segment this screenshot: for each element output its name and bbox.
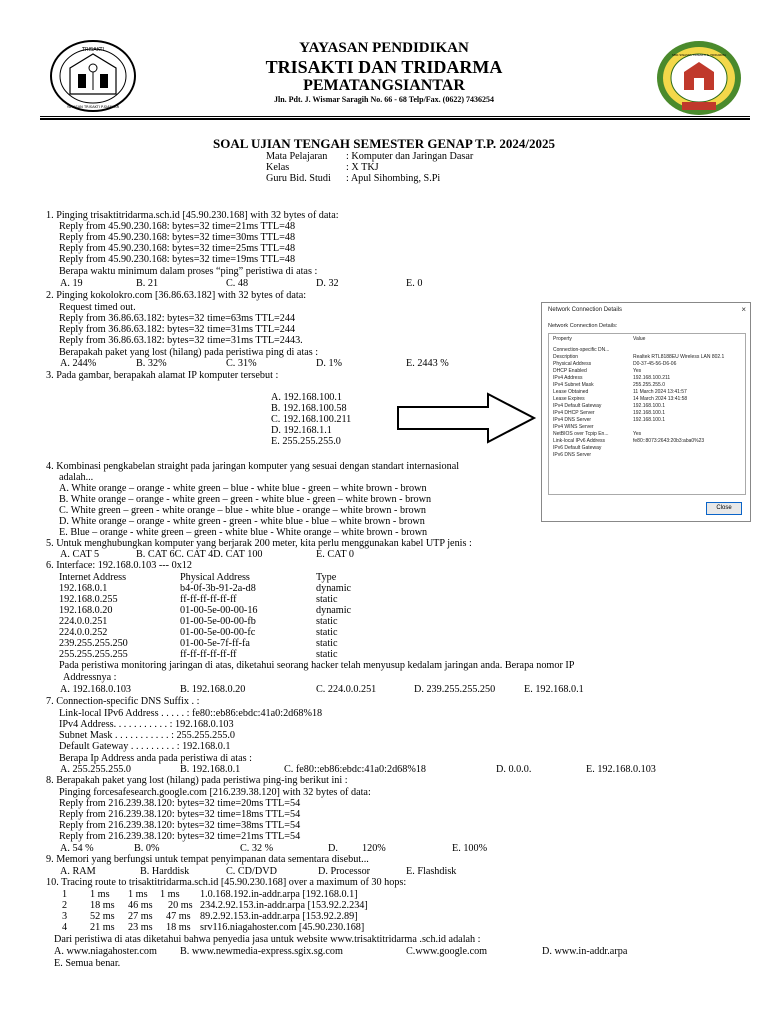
right-logo-text: SMK SWASTA TRISAKTI & TRIDARMA — [671, 53, 727, 57]
arp-mac: ff-ff-ff-ff-ff-ff — [180, 649, 237, 660]
row-property: IPv4 WINS Server — [553, 424, 594, 430]
q3-option-b: B. 192.168.100.58 — [271, 403, 347, 414]
arp-mac: 01-00-5e-00-00-16 — [180, 605, 258, 616]
table-row — [549, 431, 745, 438]
row-value: 192.168.100.1 — [633, 417, 665, 423]
q3-option-c: C. 192.168.100.211 — [271, 414, 352, 425]
row-property: Physical Address — [553, 361, 592, 367]
q7-option-b: B. 192.168.0.1 — [180, 764, 241, 775]
hop-host: 1.0.168.192.in-addr.arpa [192.168.0.1] — [200, 889, 358, 900]
arp-type: static — [316, 616, 338, 627]
q6-option-b: B. 192.168.0.20 — [180, 684, 246, 695]
arp-type: static — [316, 627, 338, 638]
table-row — [549, 410, 745, 417]
q6-option-e: E. 192.168.0.1 — [524, 684, 584, 695]
header-address: Jln. Pdt. J. Wismar Saragih No. 66 - 68 Telp/Fax. (0622) 7436254 — [273, 95, 495, 104]
q2-line: Request timed out. — [59, 302, 136, 313]
table-row — [549, 417, 745, 424]
row-value: Yes — [633, 431, 642, 437]
row-property: IPv4 Address — [553, 375, 583, 381]
hop-time: 1 ms — [160, 889, 180, 900]
meta-value: : X TKJ — [346, 162, 379, 173]
table-header — [549, 336, 745, 343]
row-property: IPv4 DNS Server — [553, 417, 592, 423]
arp-type: dynamic — [316, 583, 352, 594]
meta-value: : Apul Sihombing, S.Pi — [346, 173, 441, 184]
q2-option-a: A. 244% — [60, 358, 97, 369]
q10-option-d: D. www.in-addr.arpa — [542, 946, 628, 957]
hop-time: 47 ms — [166, 911, 191, 922]
hop-number: 1 — [62, 889, 68, 900]
column-property: Property — [553, 336, 572, 342]
q9-option-c: C. CD/DVD — [226, 866, 277, 877]
hop-time: 23 ms — [128, 922, 153, 933]
q6-header-type: Type — [316, 572, 337, 583]
row-value: Yes — [633, 368, 642, 374]
hop-time: 20 ms — [168, 900, 193, 911]
header-line3: PEMATANGSIANTAR — [303, 77, 465, 94]
q8-stem: 8. Berapakah paket yang lost (hilang) pada peristiwa ping-ing berikut ini : — [46, 775, 348, 786]
row-value: 192.168.100.211 — [633, 375, 671, 381]
arp-type: static — [316, 594, 338, 605]
q7-line: IPv4 Address. . . . . . . . . . . : 192.168.0.103 — [59, 719, 234, 730]
dialog-title: Network Connection Details — [548, 307, 623, 313]
hop-number: 4 — [62, 922, 68, 933]
hop-host: srv116.niagahoster.com [45.90.230.168] — [200, 922, 365, 933]
q5-option-bcd: B. CAT 6C. CAT 4D. CAT 100 — [136, 549, 263, 560]
q8-option-e: E. 100% — [452, 843, 488, 854]
q8-line: Reply from 216.239.38.120: bytes=32 time=21ms TTL=54 — [59, 831, 301, 842]
school-logo — [654, 38, 744, 118]
q10-stem: 10. Tracing route to trisaktitridarma.sch.id [45.90.230.168] over a maximum of 30 hops: — [46, 877, 407, 888]
row-value: 11 March 2024 13:41:57 — [633, 389, 687, 395]
arp-ip: 192.168.0.255 — [59, 594, 118, 605]
arp-type: static — [316, 649, 338, 660]
q8-option-a: A. 54 % — [60, 843, 94, 854]
arp-mac: 01-00-5e-00-00-fb — [180, 616, 256, 627]
arp-ip: 224.0.0.251 — [59, 616, 108, 627]
row-property: IPv4 DHCP Server — [553, 410, 595, 416]
q1-option-a: A. 19 — [60, 278, 83, 289]
row-property: DHCP Enabled — [553, 368, 587, 374]
q2-line: Reply from 36.86.63.182: bytes=32 time=63ms TTL=244 — [59, 313, 296, 324]
hop-number: 2 — [62, 900, 68, 911]
row-property: Link-local IPv6 Address — [553, 438, 605, 444]
table-row — [549, 361, 745, 368]
table-row — [549, 368, 745, 375]
q6-option-c: C. 224.0.0.251 — [316, 684, 377, 695]
q6-header-physical: Physical Address — [180, 572, 250, 583]
table-row — [549, 347, 745, 354]
q4-option-d: D. White orange – orange - white green - green - white blue - blue – white brown - brown — [59, 516, 425, 527]
q10-question: Dari peristiwa di atas diketahui bahwa penyedia jasa untuk website www.trisaktitridarma .sch.id adalah : — [54, 934, 481, 945]
q3-option-e: E. 255.255.255.0 — [271, 436, 341, 447]
table-row — [549, 403, 745, 410]
header-divider — [40, 116, 750, 117]
row-value: fe80::8073:2643:20b3:aba0%23 — [633, 438, 705, 444]
q1-option-c: C. 48 — [226, 278, 249, 289]
q1-question: Berapa waktu minimum dalam proses “ping” peristiwa di atas : — [59, 266, 318, 277]
network-connection-details-dialog — [541, 302, 751, 522]
q7-line: Default Gateway . . . . . . . . . : 192.168.0.1 — [59, 741, 231, 752]
row-value: 255.255.255.0 — [633, 382, 665, 388]
q7-option-e: E. 192.168.0.103 — [586, 764, 656, 775]
table-row — [549, 438, 745, 445]
left-logo-top-text: TRISAKTI — [81, 47, 105, 53]
q10-option-b: B. www.newmedia-express.sgix.sg.com — [180, 946, 343, 957]
arp-type: static — [316, 638, 338, 649]
q7-option-d: D. 0.0.0. — [496, 764, 532, 775]
exam-title: SOAL UJIAN TENGAH SEMESTER GENAP T.P. 2024/2025 — [213, 136, 555, 151]
q6-stem: 6. Interface: 192.168.0.103 --- 0x12 — [46, 560, 192, 571]
header-line1: YAYASAN PENDIDIKAN — [299, 40, 469, 56]
row-value: Realtek RTL8188EU Wireless LAN 802.1 — [633, 354, 725, 360]
hop-time: 1 ms — [90, 889, 110, 900]
row-property: IPv4 Subnet Mask — [553, 382, 594, 388]
arp-mac: b4-0f-3b-91-2a-d8 — [180, 583, 256, 594]
q1-option-e: E. 0 — [406, 278, 423, 289]
q1-line: Reply from 45.90.230.168: bytes=32 time=21ms TTL=48 — [59, 221, 296, 232]
q4-option-c: C. White green – green - white orange – blue - white blue - orange – white brown - brown — [59, 505, 427, 516]
q5-option-e: E. CAT 0 — [316, 549, 355, 560]
q8-option-c: C. 32 % — [240, 843, 274, 854]
table-row — [549, 354, 745, 361]
hop-time: 1 ms — [128, 889, 148, 900]
meta-label: Guru Bid. Studi — [266, 173, 331, 184]
q8-option-d-value: 120% — [362, 843, 386, 854]
left-logo-bottom-text: YAYASAN TRISAKTI P.SIANTAR — [66, 105, 120, 109]
row-value: 192.168.100.1 — [633, 410, 665, 416]
dialog-label: Network Connection Details: — [548, 323, 618, 329]
table-row — [549, 382, 745, 389]
row-value: 192.168.100.1 — [633, 403, 665, 409]
q7-question: Berapa Ip Address anda pada peristiwa di atas : — [59, 753, 252, 764]
q5-option-a: A. CAT 5 — [60, 549, 100, 560]
hop-host: 89.2.92.153.in-addr.arpa [153.92.2.89] — [200, 911, 358, 922]
q8-option-d: D. — [328, 843, 338, 854]
q8-line: Pinging forcesafesearch.google.com [216.239.38.120] with 32 bytes of data: — [59, 787, 371, 798]
header-divider-thick — [40, 118, 750, 120]
hop-time: 18 ms — [90, 900, 115, 911]
header-line2: TRISAKTI DAN TRIDARMA — [265, 57, 503, 77]
table-row — [549, 445, 745, 452]
table-row — [549, 424, 745, 431]
row-property: Description — [553, 354, 579, 360]
q4-stem2: adalah... — [59, 472, 94, 483]
q2-line: Reply from 36.86.63.182: bytes=32 time=31ms TTL=2443. — [59, 335, 303, 346]
dialog-details-table — [548, 333, 746, 495]
q3-option-a: A. 192.168.100.1 — [271, 392, 343, 403]
q2-stem: 2. Pinging kokolokro.com [36.86.63.182] with 32 bytes of data: — [46, 290, 307, 301]
q2-line: Reply from 36.86.63.182: bytes=32 time=31ms TTL=244 — [59, 324, 296, 335]
table-row — [549, 389, 745, 396]
q1-line: Reply from 45.90.230.168: bytes=32 time=19ms TTL=48 — [59, 254, 296, 265]
q7-option-a: A. 255.255.255.0 — [60, 764, 132, 775]
row-property: Connection-specific DN... — [553, 347, 610, 353]
q9-option-a: A. RAM — [60, 866, 96, 877]
arp-ip: 255.255.255.255 — [59, 649, 128, 660]
q1-line: Reply from 45.90.230.168: bytes=32 time=30ms TTL=48 — [59, 232, 296, 243]
row-property: IPv6 DNS Server — [553, 452, 592, 458]
row-value: 14 March 2024 13:41:58 — [633, 396, 688, 402]
q6-option-d: D. 239.255.255.250 — [414, 684, 496, 695]
row-property: Lease Obtained — [553, 389, 589, 395]
row-value: D0-37-45-56-D6-06 — [633, 361, 677, 367]
hop-number: 3 — [62, 911, 68, 922]
q9-option-e: E. Flashdisk — [406, 866, 457, 877]
q4-stem: 4. Kombinasi pengkabelan straight pada jaringan komputer yang sesuai dengan standart internasional — [46, 461, 460, 472]
arp-ip: 239.255.255.250 — [59, 638, 128, 649]
q10-option-c: C.www.google.com — [406, 946, 488, 957]
arp-mac: 01-00-5e-00-00-fc — [180, 627, 256, 638]
q4-option-b: B. White orange – orange - white green – green - white blue - green – white brown - brown — [59, 494, 432, 505]
right-arrow-icon — [396, 392, 538, 449]
q9-stem: 9. Memori yang berfungsi untuk tempat penyimpanan data sementara disebut... — [46, 854, 369, 865]
q8-option-b: B. 0% — [134, 843, 160, 854]
column-value: Value — [633, 336, 646, 342]
table-row — [549, 452, 745, 459]
row-property: IPv4 Default Gateway — [553, 403, 602, 409]
q3-stem: 3. Pada gambar, berapakah alamat IP komputer tersebut : — [46, 370, 279, 381]
q7-line: Link-local IPv6 Address . . . . . : fe80::eb86:ebdc:41a0:2d68%18 — [59, 708, 323, 719]
table-row — [549, 396, 745, 403]
dialog-close-icon[interactable]: × — [741, 305, 746, 314]
row-property: IPv6 Default Gateway — [553, 445, 602, 451]
q2-option-d: D. 1% — [316, 358, 343, 369]
q9-option-b: B. Harddisk — [140, 866, 190, 877]
row-property: NetBIOS over Tcpip En... — [553, 431, 609, 437]
arp-type: dynamic — [316, 605, 352, 616]
meta-value: : Komputer dan Jaringan Dasar — [346, 151, 474, 162]
q6-option-a: A. 192.168.0.103 — [60, 684, 132, 695]
row-property: Lease Expires — [553, 396, 585, 402]
table-row — [549, 375, 745, 382]
q10-option-a: A. www.niagahoster.com — [54, 946, 157, 957]
q1-line: Reply from 45.90.230.168: bytes=32 time=25ms TTL=48 — [59, 243, 296, 254]
q7-stem: 7. Connection-specific DNS Suffix . : — [46, 696, 200, 707]
hop-time: 18 ms — [166, 922, 191, 933]
arp-ip: 192.168.0.1 — [59, 583, 108, 594]
q2-option-b: B. 32% — [136, 358, 167, 369]
arp-ip: 192.168.0.20 — [59, 605, 113, 616]
q8-line: Reply from 216.239.38.120: bytes=32 time=20ms TTL=54 — [59, 798, 301, 809]
q2-option-c: C. 31% — [226, 358, 257, 369]
q6-question2: Addressnya : — [63, 672, 117, 683]
close-button[interactable]: Close — [706, 502, 742, 515]
q2-question: Berapakah paket yang lost (hilang) pada peristiwa ping di atas : — [59, 347, 319, 358]
hop-time: 21 ms — [90, 922, 115, 933]
q10-option-e: E. Semua benar. — [54, 958, 121, 969]
q6-header-internet: Internet Address — [59, 572, 127, 583]
hop-time: 46 ms — [128, 900, 153, 911]
q4-option-e: E. Blue – orange - white green – green - white blue - White orange – white brown - brown — [59, 527, 428, 538]
hop-host: 234.2.92.153.in-addr.arpa [153.92.2.234] — [200, 900, 368, 911]
q1-stem: 1. Pinging trisaktitridarma.sch.id [45.90.230.168] with 32 bytes of data: — [46, 210, 339, 221]
q3-option-d: D. 192.168.1.1 — [271, 425, 332, 436]
meta-label: Mata Pelajaran — [266, 151, 328, 162]
q2-option-e: E. 2443 % — [406, 358, 449, 369]
q6-question: Pada peristiwa monitoring jaringan di atas, diketahui seorang hacker telah menyusup kedalam jaringan anda. Berapa nomor IP — [59, 660, 575, 671]
arp-ip: 224.0.0.252 — [59, 627, 108, 638]
meta-label: Kelas — [266, 162, 290, 173]
q4-option-a: A. White orange – orange - white green – blue - white blue - green – white brown - brown — [59, 483, 427, 494]
q7-line: Subnet Mask . . . . . . . . . . . : 255.255.255.0 — [59, 730, 236, 741]
q7-option-c: C. fe80::eb86:ebdc:41a0:2d68%18 — [284, 764, 427, 775]
q8-line: Reply from 216.239.38.120: bytes=32 time=38ms TTL=54 — [59, 820, 301, 831]
hop-time: 27 ms — [128, 911, 153, 922]
q1-option-d: D. 32 — [316, 278, 339, 289]
q8-line: Reply from 216.239.38.120: bytes=32 time=18ms TTL=54 — [59, 809, 301, 820]
arp-mac: ff-ff-ff-ff-ff-ff — [180, 594, 237, 605]
hop-time: 52 ms — [90, 911, 115, 922]
q9-option-d: D. Processor — [318, 866, 371, 877]
q1-option-b: B. 21 — [136, 278, 159, 289]
arp-mac: 01-00-5e-7f-ff-fa — [180, 638, 250, 649]
q5-stem: 5. Untuk menghubungkan komputer yang berjarak 200 meter, kita perlu menggunakan kabel UTP jenis : — [46, 538, 472, 549]
